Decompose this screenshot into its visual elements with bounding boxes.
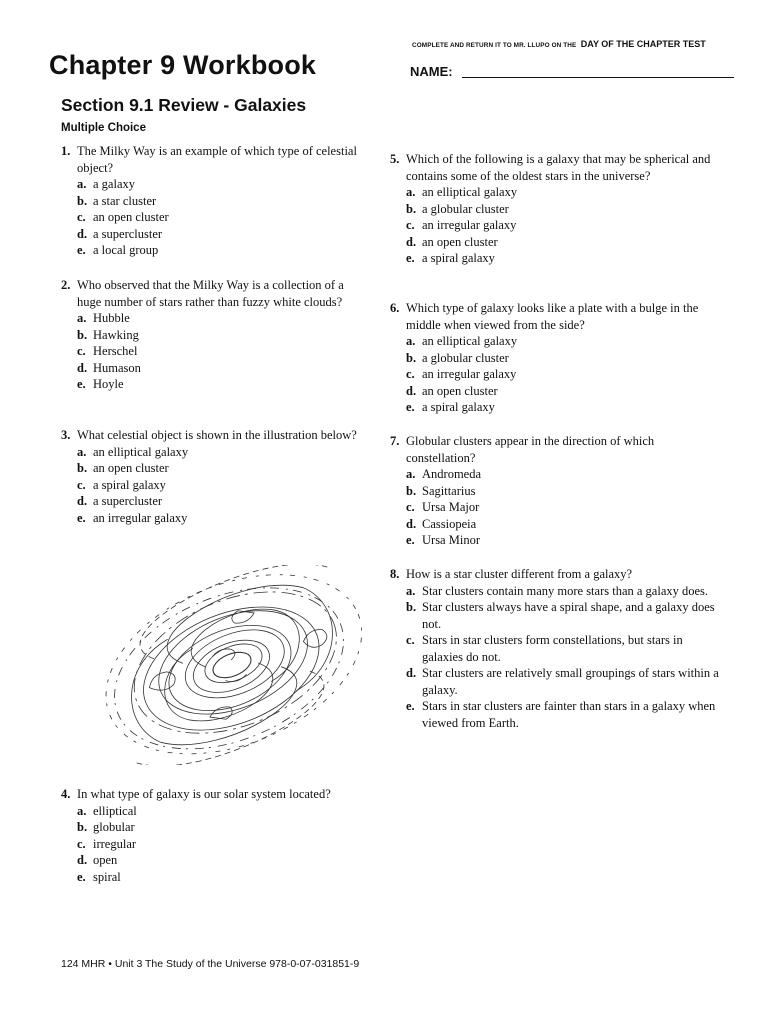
option-d	[77, 226, 361, 243]
option-a	[406, 466, 720, 483]
option-text: a supercluster	[93, 494, 163, 508]
option-letter: e.	[77, 377, 86, 391]
option-text: elliptical	[93, 803, 137, 818]
option-d	[77, 852, 371, 869]
question-text: Globular clusters appear in the direction of which constellation?	[406, 434, 655, 465]
option-c	[77, 209, 361, 226]
option-text: Humason	[93, 360, 141, 375]
option-text: an irregular galaxy	[422, 218, 517, 232]
option-letter: c.	[77, 836, 86, 851]
question-number: 2.	[61, 278, 71, 292]
question-2	[61, 277, 361, 393]
option-text: spiral	[93, 869, 121, 884]
option-letter: a.	[406, 185, 416, 199]
option-text: an irregular galaxy	[93, 510, 188, 525]
question-1	[61, 143, 361, 259]
option-letter: e.	[77, 510, 86, 525]
option-b	[77, 327, 361, 344]
option-a	[77, 310, 361, 327]
option-d	[77, 493, 361, 510]
question-5	[390, 151, 720, 267]
option-d	[77, 360, 361, 377]
option-letter: e.	[406, 533, 415, 547]
option-d	[406, 383, 720, 400]
option-letter: e.	[77, 869, 86, 884]
option-text: Ursa Major	[422, 500, 480, 514]
option-d	[406, 234, 720, 251]
option-c	[406, 632, 720, 665]
option-text: open	[93, 853, 118, 867]
question-number: 8.	[390, 567, 400, 581]
option-c	[77, 343, 361, 360]
option-b	[77, 819, 371, 836]
option-letter: e.	[406, 699, 415, 713]
option-d	[406, 665, 720, 698]
option-letter: a.	[406, 334, 416, 348]
option-letter: e.	[406, 251, 415, 265]
option-letter: a.	[77, 803, 87, 818]
question-text: In what type of galaxy is our solar system located?	[77, 787, 331, 801]
return-instruction	[412, 34, 742, 52]
option-a	[406, 333, 720, 350]
option-letter: a.	[406, 467, 416, 481]
option-text: Star clusters are relatively small groupings of stars within a galaxy.	[422, 666, 719, 697]
name-label: NAME:	[410, 64, 453, 79]
option-letter: c.	[406, 218, 415, 232]
option-e	[406, 532, 720, 549]
option-a	[406, 583, 720, 600]
name-underline[interactable]	[462, 77, 734, 78]
option-text: Sagittarius	[422, 483, 476, 498]
question-number: 7.	[390, 434, 400, 448]
option-text: a spiral galaxy	[422, 400, 495, 414]
question-number: 4.	[61, 787, 71, 801]
option-e	[77, 869, 371, 886]
option-b	[406, 599, 720, 632]
question-number: 3.	[61, 428, 71, 442]
option-letter: b.	[406, 201, 417, 216]
option-text: Stars in star clusters form constellations, but stars in galaxies do not.	[422, 633, 683, 664]
option-text: Hoyle	[93, 377, 124, 391]
option-c	[77, 836, 371, 853]
name-field[interactable]	[410, 64, 740, 82]
section-subtitle: Multiple Choice	[61, 122, 146, 134]
option-text: a local group	[93, 243, 159, 257]
option-letter: c.	[77, 210, 86, 224]
option-c	[406, 499, 720, 516]
question-number: 5.	[390, 152, 400, 166]
option-letter: b.	[77, 820, 88, 834]
option-letter: e.	[77, 243, 86, 257]
question-text: Who observed that the Milky Way is a collection of a huge number of stars rather than fuzzy white clouds?	[77, 278, 344, 309]
page-title: Chapter 9 Workbook	[49, 50, 317, 80]
option-c	[406, 217, 720, 234]
option-e	[406, 698, 720, 731]
option-text: Hawking	[93, 327, 139, 342]
option-e	[77, 242, 361, 259]
option-d	[406, 516, 720, 533]
option-text: an irregular galaxy	[422, 367, 517, 381]
option-b	[406, 201, 720, 218]
question-number: 1.	[61, 144, 71, 158]
option-text: a globular cluster	[422, 201, 509, 216]
question-6	[390, 300, 720, 416]
question-8	[390, 566, 720, 731]
option-letter: c.	[406, 633, 415, 647]
option-text: irregular	[93, 836, 137, 851]
option-e	[406, 399, 720, 416]
question-number: 6.	[390, 301, 400, 315]
option-letter: c.	[77, 477, 86, 492]
option-text: Herschel	[93, 344, 138, 358]
instruction-emphasis: DAY OF THE CHAPTER TEST	[580, 39, 706, 49]
option-text: an open cluster	[93, 210, 169, 224]
option-text: Stars in star clusters are fainter than stars in a galaxy when viewed from Earth.	[422, 699, 716, 730]
question-text: Which of the following is a galaxy that may be spherical and contains some of the oldest stars in the universe?	[406, 152, 711, 183]
option-letter: d.	[406, 383, 417, 398]
option-text: Ursa Minor	[422, 533, 480, 547]
option-letter: d.	[77, 360, 88, 375]
option-text: a globular cluster	[422, 350, 509, 365]
option-text: globular	[93, 820, 135, 834]
option-b	[77, 193, 361, 210]
page-footer: 124 MHR • Unit 3 The Study of the Universe 978-0-07-031851-9	[61, 958, 360, 970]
option-text: a spiral galaxy	[422, 251, 495, 265]
instruction-text: COMPLETE AND RETURN IT TO MR. LLUPO ON THE	[412, 42, 577, 49]
question-7	[390, 433, 720, 549]
option-a	[77, 444, 361, 461]
option-text: a star cluster	[93, 193, 157, 208]
question-text: How is a star cluster different from a galaxy?	[406, 567, 633, 581]
option-a	[406, 184, 720, 201]
option-letter: b.	[406, 350, 417, 365]
option-letter: b.	[77, 193, 88, 208]
option-text: an elliptical galaxy	[422, 334, 518, 348]
option-letter: a.	[77, 444, 87, 459]
option-letter: a.	[406, 583, 416, 598]
option-text: an elliptical galaxy	[93, 444, 189, 459]
option-text: Andromeda	[422, 467, 482, 481]
option-letter: b.	[406, 483, 417, 498]
option-text: a spiral galaxy	[93, 477, 166, 492]
option-a	[77, 176, 361, 193]
option-letter: d.	[77, 494, 88, 508]
option-letter: d.	[77, 853, 88, 867]
option-e	[77, 376, 361, 393]
option-text: Hubble	[93, 311, 130, 325]
option-letter: d.	[77, 226, 88, 241]
option-letter: e.	[406, 400, 415, 414]
question-text: What celestial object is shown in the illustration below?	[77, 428, 357, 442]
option-text: an open cluster	[422, 383, 498, 398]
option-a	[77, 803, 371, 820]
option-text: Star clusters always have a spiral shape, and a galaxy does not.	[422, 600, 715, 631]
option-text: an open cluster	[422, 234, 498, 249]
option-text: a supercluster	[93, 226, 163, 241]
option-b	[77, 460, 361, 477]
option-letter: b.	[77, 461, 88, 475]
option-e	[77, 510, 361, 527]
option-letter: c.	[77, 344, 86, 358]
question-4	[61, 786, 371, 885]
option-text: a galaxy	[93, 177, 135, 191]
spiral-galaxy-illustration	[80, 565, 380, 765]
option-letter: d.	[406, 666, 417, 680]
option-letter: c.	[406, 500, 415, 514]
option-letter: d.	[406, 516, 417, 531]
question-text: The Milky Way is an example of which type of celestial object?	[77, 144, 357, 175]
option-text: Cassiopeia	[422, 516, 477, 531]
option-letter: d.	[406, 234, 417, 249]
question-text: Which type of galaxy looks like a plate with a bulge in the middle when viewed from the side?	[406, 301, 699, 332]
option-letter: a.	[77, 177, 87, 191]
option-c	[406, 366, 720, 383]
option-letter: a.	[77, 311, 87, 325]
section-title: Section 9.1 Review - Galaxies	[61, 95, 307, 115]
option-c	[77, 477, 361, 494]
option-letter: c.	[406, 367, 415, 381]
question-3	[61, 427, 361, 526]
option-letter: b.	[406, 600, 417, 614]
option-text: Star clusters contain many more stars than a galaxy does.	[422, 583, 709, 598]
option-b	[406, 483, 720, 500]
option-letter: b.	[77, 327, 88, 342]
option-text: an elliptical galaxy	[422, 185, 518, 199]
option-text: an open cluster	[93, 461, 169, 475]
option-e	[406, 250, 720, 267]
option-b	[406, 350, 720, 367]
